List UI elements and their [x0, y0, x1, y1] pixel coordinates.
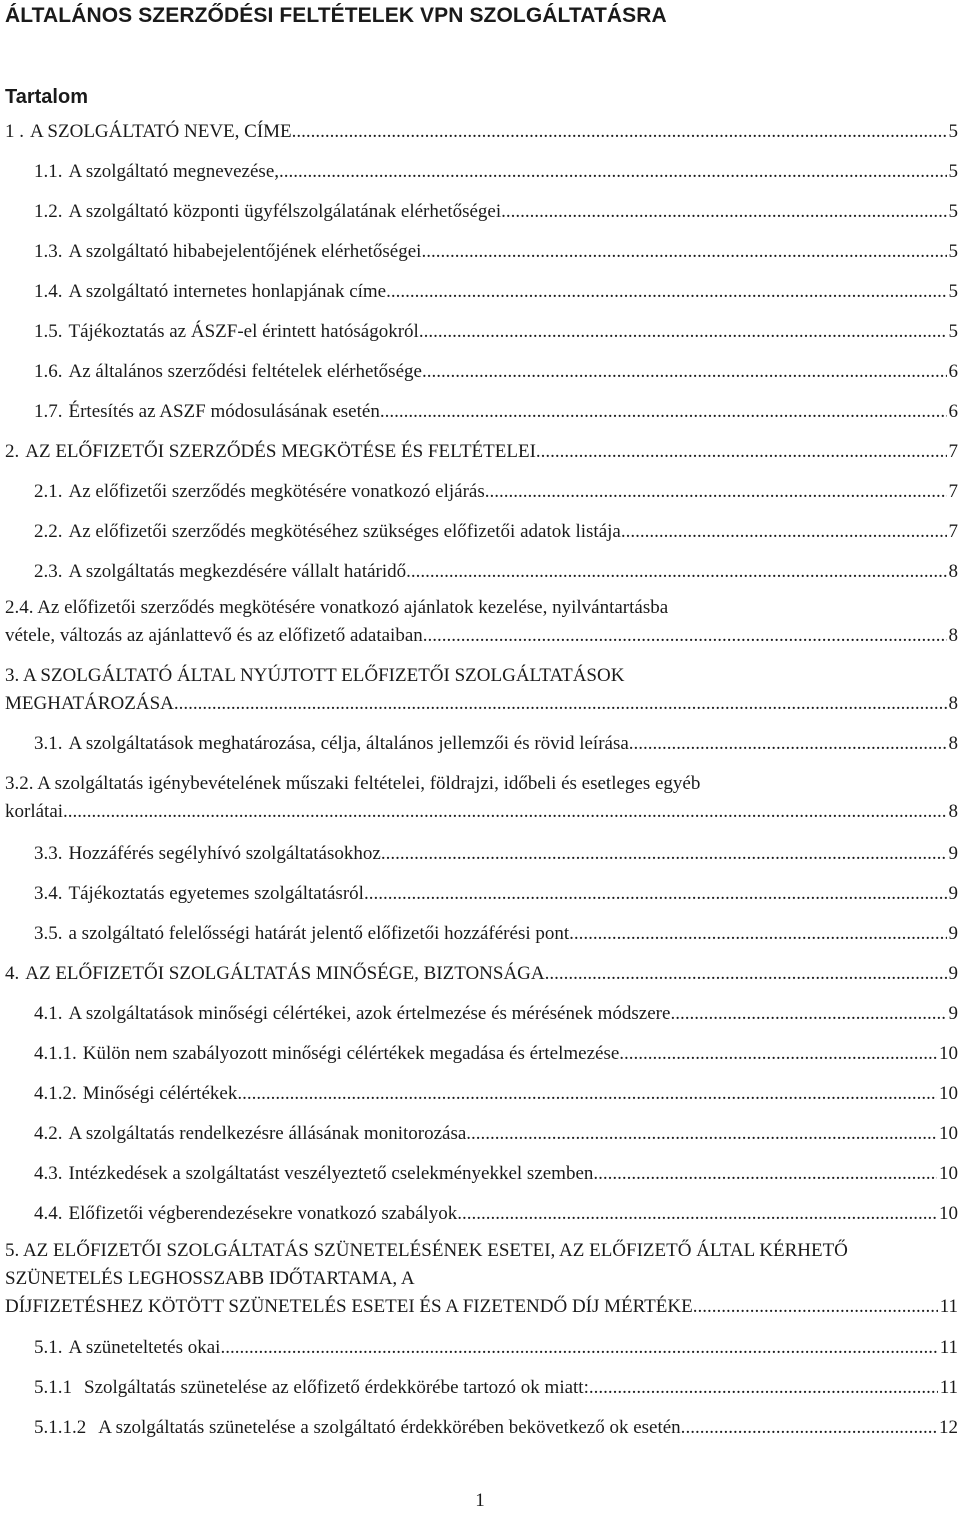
toc-entry-number: 3.1.: [34, 733, 63, 754]
toc-entry-page: 8: [948, 561, 958, 582]
toc-entry[interactable]: [34, 198, 958, 226]
toc-entry[interactable]: [5, 118, 958, 146]
toc-entry[interactable]: [34, 558, 958, 586]
page-number: 1: [475, 1490, 485, 1511]
toc-entry-number: 4.1.2.: [34, 1083, 77, 1104]
toc-entry-text: A szolgáltató hibabejelentőjének elérhetőségei: [68, 241, 422, 262]
toc-entry-number: 2.: [5, 441, 20, 462]
toc-entry-number: 4.2.: [34, 1123, 63, 1144]
toc-entry-text: MEGHATÁROZÁSA: [5, 693, 174, 714]
toc-entry-page: 7: [948, 521, 958, 542]
toc-entry-text: A szolgáltató központi ügyfélszolgálatának elérhetőségei: [68, 201, 502, 222]
toc-leader-dots: [501, 198, 946, 226]
toc-entry-number: 2.4.: [5, 597, 34, 618]
toc-entry[interactable]: [34, 238, 958, 266]
toc-entry-page: 11: [939, 1377, 958, 1398]
toc-entry-number: 4.1.: [34, 1003, 63, 1024]
toc-entry-number: 5.1.1.2: [34, 1417, 87, 1438]
toc-entry-number: 4.4.: [34, 1203, 63, 1224]
toc-entry[interactable]: [34, 1414, 958, 1442]
toc-entry-text: AZ ELŐFIZETŐI SZOLGÁLTATÁS MINŐSÉGE, BIZTONSÁGA: [25, 963, 545, 984]
toc-entry-number: 5.: [5, 1240, 20, 1261]
toc-entry-number: 1.5.: [34, 321, 63, 342]
toc-leader-dots: [485, 478, 947, 506]
toc-entry-page: 7: [948, 481, 958, 502]
toc-entry-first-line: [5, 594, 958, 622]
toc-entry-number: 4.3.: [34, 1163, 63, 1184]
toc-leader-dots: [670, 1000, 946, 1028]
toc-entry-page: 5: [948, 201, 958, 222]
toc-leader-dots: [589, 1374, 938, 1402]
toc-entry-text: Tájékoztatás az ÁSZF-el érintett hatóságokról: [68, 321, 419, 342]
toc-entry[interactable]: [34, 1000, 958, 1028]
toc-entry-text: A szolgáltatás megkezdésére vállalt határidő: [68, 561, 407, 582]
toc-leader-dots: [457, 1200, 937, 1228]
toc-leader-dots: [174, 690, 947, 718]
toc-leader-dots: [63, 798, 946, 826]
toc-entry-text: Minőségi célértékek: [82, 1083, 238, 1104]
toc-entry-page: 10: [939, 1163, 958, 1184]
toc-entry[interactable]: [34, 1040, 958, 1068]
toc-entry-number: 3.5.: [34, 923, 63, 944]
toc-entry-text: Az előfizetői szerződés megkötéséhez szükséges előfizetői adatok listája: [68, 521, 621, 542]
toc-entry-page: 8: [948, 625, 958, 646]
toc-entry-page: 9: [948, 843, 958, 864]
toc-entry-page: 7: [948, 441, 958, 462]
toc-entry-page: 5: [948, 321, 958, 342]
toc-leader-dots: [693, 1293, 938, 1321]
toc-entry-number: 1.2.: [34, 201, 63, 222]
toc-entry-text: A szolgáltatás szünetelése a szolgáltató érdekkörében bekövetkező ok esetén.: [98, 1417, 686, 1438]
toc-entry[interactable]: [34, 1374, 958, 1402]
toc-entry-page: 11: [939, 1296, 958, 1317]
toc-entry-first-line: [5, 662, 958, 690]
toc-entry-text: korlátai: [5, 801, 64, 822]
toc-leader-dots: [364, 880, 947, 908]
toc-entry-page: 5: [948, 121, 958, 142]
toc-entry[interactable]: [34, 518, 958, 546]
toc-entry-number: 4.1.1.: [34, 1043, 77, 1064]
toc-entry-page: 9: [948, 1003, 958, 1024]
toc-leader-dots: [220, 1334, 937, 1362]
toc-leader-dots: [536, 438, 947, 466]
toc-entry-text: A szüneteltetés okai: [68, 1337, 221, 1358]
toc-entry[interactable]: [5, 1237, 958, 1321]
toc-entry[interactable]: [34, 920, 958, 948]
toc-entry-number: 1.1.: [34, 161, 63, 182]
toc-entry-text: A szolgáltatás rendelkezésre állásának monitorozása: [68, 1123, 467, 1144]
toc-entry-page: 8: [948, 733, 958, 754]
toc-entry-number: 2.2.: [34, 521, 63, 542]
toc-entry-number: 3.: [5, 665, 20, 686]
toc-entry-text-first: AZ ELŐFIZETŐI SZOLGÁLTATÁS SZÜNETELÉSÉNEK ESETEI, AZ ELŐFIZETŐ ÁLTAL KÉRHETŐ SZÜNETELÉS LEGHOSSZABB IDŐTARTAMA, A: [5, 1240, 848, 1289]
toc-leader-dots: [466, 1120, 937, 1148]
toc-entry[interactable]: [34, 880, 958, 908]
toc-entry-text-first: A szolgáltatás igénybevételének műszaki feltételei, földrajzi, időbeli és esetleges egyéb: [33, 773, 701, 794]
toc-entry-page: 5: [948, 241, 958, 262]
toc-entry-number: 4.: [5, 963, 20, 984]
toc-entry-number: 1.6.: [34, 361, 63, 382]
toc-entry-text: DÍJFIZETÉSHEZ KÖTÖTT SZÜNETELÉS ESETEI ÉS A FIZETENDŐ DÍJ MÉRTÉKE: [5, 1296, 693, 1317]
toc-entry[interactable]: [34, 1334, 958, 1362]
toc-entry-number: 3.2.: [5, 773, 34, 794]
toc-entry-page: 9: [948, 923, 958, 944]
toc-leader-dots: [422, 358, 947, 386]
toc-entry[interactable]: [34, 398, 958, 426]
toc-entry-number: 2.3.: [34, 561, 63, 582]
toc-entry-text: Intézkedések a szolgáltatást veszélyeztető cselekményekkel szemben: [68, 1163, 594, 1184]
toc-entry-text: A szolgáltató internetes honlapjának címe: [68, 281, 387, 302]
toc-leader-dots: [419, 318, 947, 346]
toc-entry-text-first: A SZOLGÁLTATÓ ÁLTAL NYÚJTOTT ELŐFIZETŐI SZOLGÁLTATÁSOK: [19, 665, 625, 686]
toc-entry-page: 5: [948, 281, 958, 302]
toc-entry-text: Külön nem szabályozott minőségi célértékek megadása és értelmezése: [82, 1043, 620, 1064]
toc-leader-dots: [386, 278, 946, 306]
toc-entry[interactable]: [34, 730, 958, 758]
toc-entry-number: 5.1.: [34, 1337, 63, 1358]
toc-entry-text: A SZOLGÁLTATÓ NEVE, CÍME: [30, 121, 292, 142]
toc-leader-dots: [381, 840, 947, 868]
toc-entry-first-line: [5, 1237, 940, 1293]
toc-entry-number: 3.3.: [34, 843, 63, 864]
toc-entry-text: Tájékoztatás egyetemes szolgáltatásról: [68, 883, 364, 904]
toc-entry-text: vétele, változás az ajánlattevő és az előfizető adataiban: [5, 625, 423, 646]
toc-entry[interactable]: [34, 358, 958, 386]
toc-entry-number: 1.3.: [34, 241, 63, 262]
toc-entry-text: a szolgáltató felelősségi határát jelentő előfizetői hozzáférési pont: [68, 923, 570, 944]
toc-entry-page: 6: [948, 361, 958, 382]
toc-leader-dots: [619, 1040, 937, 1068]
toc-entry-text: A szolgáltatások meghatározása, célja, általános jellemzői és rövid leírása: [68, 733, 629, 754]
toc-leader-dots: [629, 730, 947, 758]
toc-entry[interactable]: [5, 662, 958, 718]
toc-heading: Tartalom: [5, 86, 88, 108]
document-title: ÁLTALÁNOS SZERZŐDÉSI FELTÉTELEK VPN SZOLGÁLTATÁSRA: [5, 4, 667, 27]
toc-entry-page: 6: [948, 401, 958, 422]
toc-entry-page: 8: [948, 693, 958, 714]
toc-entry-number: 3.4.: [34, 883, 63, 904]
toc-entry[interactable]: [5, 960, 958, 988]
toc-entry-text: Szolgáltatás szünetelése az előfizető érdekkörébe tartozó ok miatt:: [84, 1377, 589, 1398]
toc-entry-text: Hozzáférés segélyhívó szolgáltatásokhoz: [68, 843, 381, 864]
toc-entry[interactable]: [5, 594, 958, 650]
toc-entry-page: 10: [939, 1203, 958, 1224]
toc-entry-page: 8: [948, 801, 958, 822]
toc-entry[interactable]: [5, 438, 958, 466]
toc-entry-page: 5: [948, 161, 958, 182]
toc-leader-dots: [423, 622, 947, 650]
toc-entry-page: 9: [948, 963, 958, 984]
toc-leader-dots: [621, 518, 947, 546]
toc-entry[interactable]: [34, 318, 958, 346]
toc-leader-dots: [421, 238, 946, 266]
toc-leader-dots: [279, 158, 946, 186]
toc-leader-dots: [593, 1160, 937, 1188]
toc-entry[interactable]: [34, 1160, 958, 1188]
toc-entry-text: AZ ELŐFIZETŐI SZERZŐDÉS MEGKÖTÉSE ÉS FELTÉTELEI: [25, 441, 536, 462]
toc-entry-text: Az általános szerződési feltételek elérhetősége: [68, 361, 422, 382]
toc-leader-dots: [406, 558, 946, 586]
toc-entry-number: 1.4.: [34, 281, 63, 302]
toc-entry[interactable]: [5, 770, 958, 826]
toc-entry-page: 11: [939, 1337, 958, 1358]
toc-entry-number: 1 .: [5, 121, 24, 142]
toc-entry[interactable]: [34, 1120, 958, 1148]
toc-entry-number: 2.1.: [34, 481, 63, 502]
toc-leader-dots: [569, 920, 946, 948]
toc-leader-dots: [237, 1080, 937, 1108]
toc-leader-dots: [685, 1414, 937, 1442]
toc-entry[interactable]: [34, 278, 958, 306]
toc-leader-dots: [292, 118, 947, 146]
toc-entry-page: 10: [939, 1123, 958, 1144]
toc-leader-dots: [545, 960, 947, 988]
toc-entry[interactable]: [34, 1200, 958, 1228]
toc-entry-first-line: [5, 770, 958, 798]
toc-entry[interactable]: [34, 158, 958, 186]
toc-entry[interactable]: [34, 840, 958, 868]
toc-entry-page: 10: [939, 1083, 958, 1104]
toc-entry-text: A szolgáltatások minőségi célértékei, azok értelmezése és mérésének módszere: [68, 1003, 671, 1024]
toc-leader-dots: [380, 398, 947, 426]
toc-entry-page: 12: [939, 1417, 958, 1438]
toc-entry-text: Előfizetői végberendezésekre vonatkozó szabályok: [68, 1203, 458, 1224]
toc-entry-number: 1.7.: [34, 401, 63, 422]
toc-entry-page: 9: [948, 883, 958, 904]
toc-entry-number: 5.1.1: [34, 1377, 72, 1398]
toc-entry-text: A szolgáltató megnevezése,: [68, 161, 280, 182]
toc-entry-page: 10: [939, 1043, 958, 1064]
toc-entry[interactable]: [34, 1080, 958, 1108]
toc-entry[interactable]: [34, 478, 958, 506]
toc-entry-text-first: Az előfizetői szerződés megkötésére vonatkozó ajánlatok kezelése, nyilvántartásba: [33, 597, 669, 618]
toc-entry-text: Az előfizetői szerződés megkötésére vonatkozó eljárás: [68, 481, 485, 502]
toc-entry-text: Értesítés az ASZF módosulásának esetén: [68, 401, 380, 422]
